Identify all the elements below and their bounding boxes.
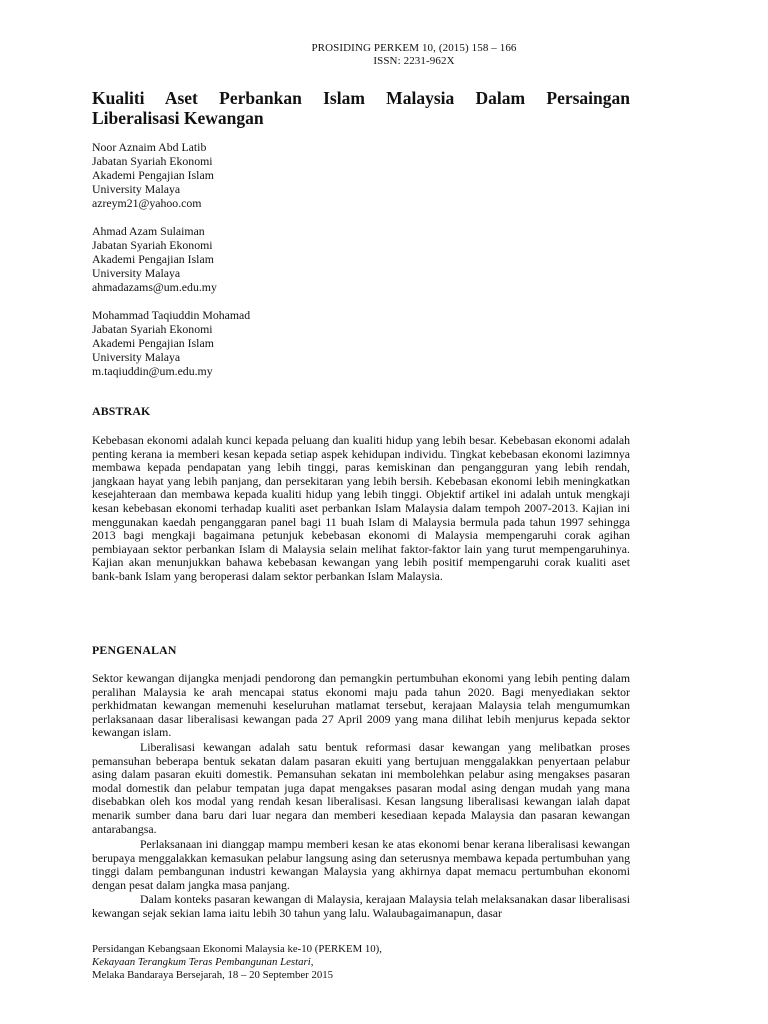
author-university: University Malaya [92, 266, 181, 280]
proceedings-citation: PROSIDING PERKEM 10, (2015) 158 – 166 [311, 42, 517, 54]
author-academy: Akademi Pengajian Islam [92, 252, 214, 266]
abstract-heading: ABSTRAK [92, 404, 151, 418]
paper-title-line-1: Kualiti Aset Perbankan Islam Malaysia Dalam Persaingan [92, 88, 630, 108]
author-email: azreym21@yahoo.com [92, 196, 202, 210]
paper-title [92, 88, 630, 128]
author-email: ahmadazams@um.edu.my [92, 280, 217, 294]
paper-title-line-2: Liberalisasi Kewangan [92, 108, 264, 128]
conference-venue-date: Melaka Bandaraya Bersejarah, 18 – 20 September 2015 [92, 969, 334, 982]
author-department: Jabatan Syariah Ekonomi [92, 238, 213, 252]
author-university: University Malaya [92, 350, 181, 364]
conference-name: Persidangan Kebangsaan Ekonomi Malaysia ke-10 (PERKEM 10), [92, 943, 382, 955]
author-name: Noor Aznaim Abd Latib [92, 140, 207, 154]
intro-paragraph-2: Liberalisasi kewangan adalah satu bentuk reformasi dasar kewangan yang melibatkan proses pemansuhan beberapa bentuk sekatan dalam pasaran ekuiti yang bertujuan menggalakkan penyertaan pelabur asing dalam pasaran ekuiti domestik. Pemansuhan sekatan ini membolehkan pelabur asing mengakses pasaran modal domestik dan pelabur tempatan juga dapat mengakses pasaran modal asing dengan mudah yang mana disebabkan oleh kos modal yang rendah kesan liberalisasi. Kesan langsung liberalisasi kewangan ialah dapat menarik sumber dana baru dari luar negara dan memberi kesediaan kepada Malaysia dan pasaran kewangan antarabangsa. [92, 740, 630, 836]
author-name: Mohammad Taqiuddin Mohamad [92, 308, 251, 322]
intro-paragraph-4: Dalam konteks pasaran kewangan di Malaysia, kerajaan Malaysia telah melaksanakan dasar liberalisasi kewangan sejak sekian lama iaitu lebih 30 tahun yang lalu. Walaubagaimanapun, dasar [92, 892, 630, 920]
author-list [92, 140, 632, 392]
author-email: m.taqiuddin@um.edu.my [92, 364, 213, 378]
abstract-text: Kebebasan ekonomi adalah kunci kepada peluang dan kualiti hidup yang lebih besar. Kebebasan ekonomi adalah penting kerana ia memberi kesan kepada setiap aspek kehidupan individu. Tingkat kebebasan ekonomi lazimnya membawa kepada pendapatan yang lebih tinggi, paras kemiskinan dan pengangguran yang lebih rendah, jangkaan hayat yang lebih panjang, dan persekitaran yang lebih bersih. Kebebasan ekonomi lebih meningkatkan kesejahteraan dan membawa kepada kualiti hidup yang lebih tinggi. Objektif artikel ini adalah untuk mengkaji kesan kebebasan ekonomi terhadap kualiti aset perbankan Islam Malaysia dalam tempoh 2007-2013. Kajian ini menggunakan kaedah penganggaran panel bagi 11 buah Islam di Malaysia bermula pada tahun 1997 sehingga 2013 bagi mengkaji bagaimana petunjuk kebebasan ekonomi di Malaysia mempengaruhi corak agihan pembiayaan sektor perbankan Islam di Malaysia selain melihat faktor-faktor lain yang turut mempengaruhinya. Kajian akan menunjukkan bahawa kebebasan kewangan yang lebih positif mempengaruhi corak kualiti aset bank-bank Islam yang beroperasi dalam sektor perbankan Islam Malaysia. [92, 433, 630, 583]
author-university: University Malaya [92, 182, 181, 196]
author-department: Jabatan Syariah Ekonomi [92, 154, 213, 168]
author-academy: Akademi Pengajian Islam [92, 168, 214, 182]
issn: ISSN: 2231-962X [373, 55, 455, 67]
author-department: Jabatan Syariah Ekonomi [92, 322, 213, 336]
running-header [0, 42, 768, 68]
intro-paragraph-1: Sektor kewangan dijangka menjadi pendorong dan pemangkin pertumbuhan ekonomi yang lebih penting dalam peralihan Malaysia ke arah mencapai status ekonomi maju pada tahun 2020. Bagi menyediakan sektor perkhidmatan kewangan memenuhi keseluruhan matlamat tersebut, kerajaan Malaysia telah mengumumkan perlaksanaan dasar liberalisasi kewangan pada 27 April 2009 yang mana dilihat lebih menjurus kepada sektor kewangan islam. [92, 671, 630, 740]
introduction-heading: PENGENALAN [92, 643, 177, 657]
author-block [92, 224, 632, 294]
author-block [92, 308, 632, 378]
intro-paragraph-3: Perlaksanaan ini dianggap mampu memberi kesan ke atas ekonomi benar kerana liberalisasi kewangan berupaya menggalakkan kemasukan pelabur langsung asing dan seterusnya membawa kepada pertumbuhan yang tinggi dalam pembangunan industri kewangan Malaysia yang akhirnya dapat memacu pertumbuhan ekonomi dengan pesat dalam jangka masa panjang. [92, 837, 630, 892]
author-block [92, 140, 632, 210]
conference-theme: Kekayaan Terangkum Teras Pembangunan Lestari, [92, 956, 314, 969]
author-name: Ahmad Azam Sulaiman [92, 224, 205, 238]
page-footer [92, 943, 632, 983]
author-academy: Akademi Pengajian Islam [92, 336, 214, 350]
